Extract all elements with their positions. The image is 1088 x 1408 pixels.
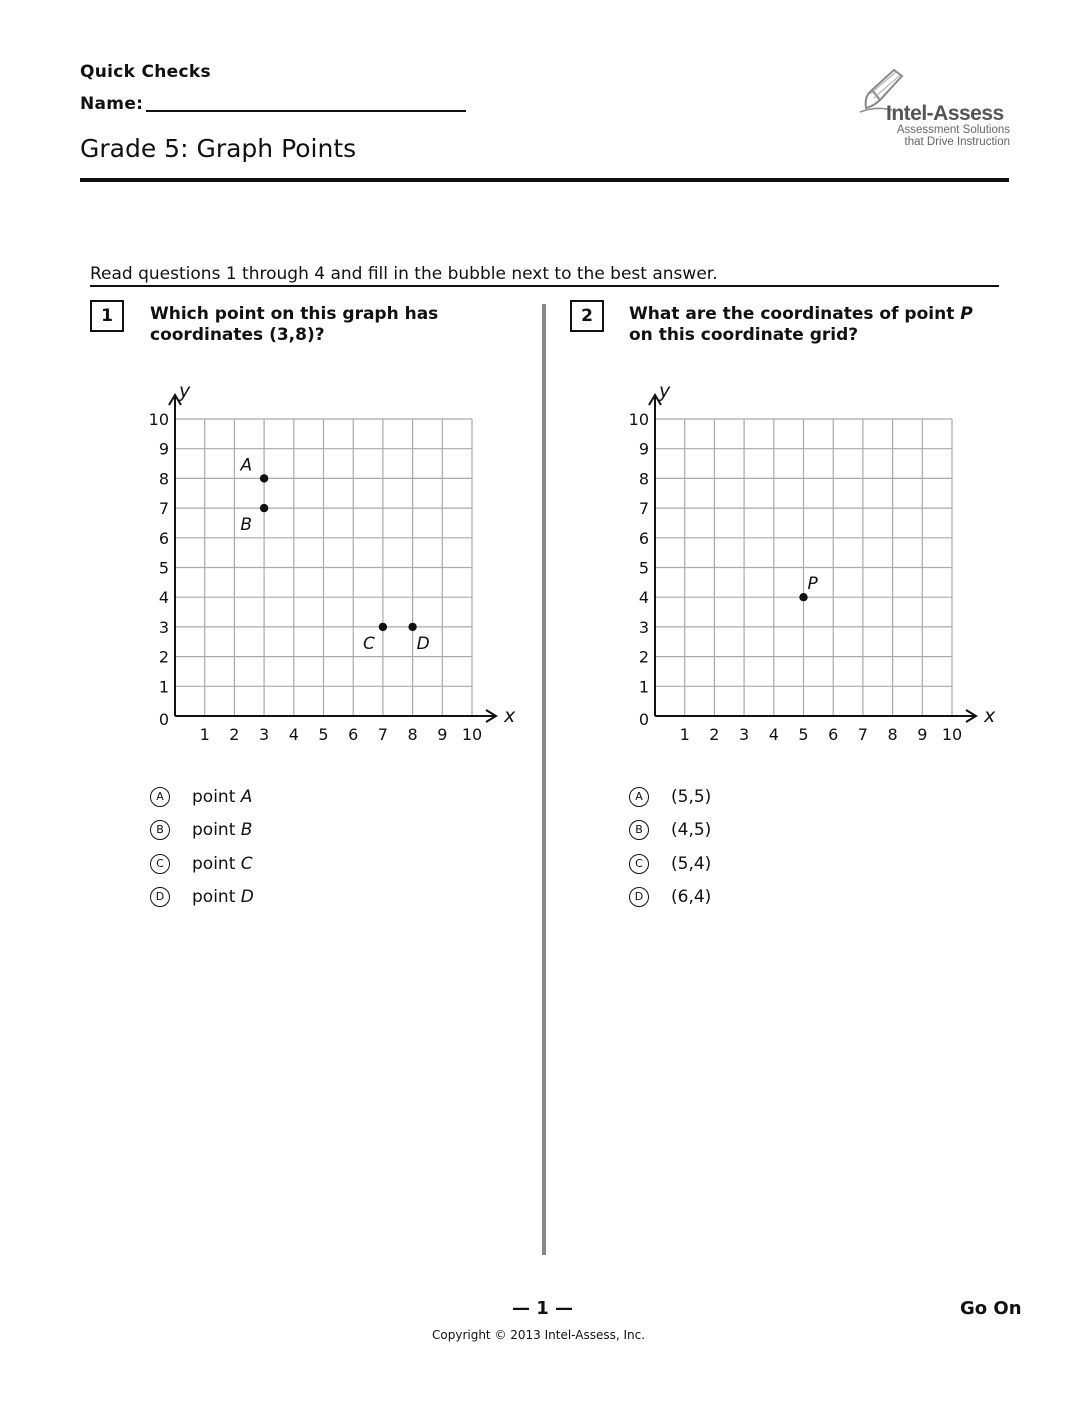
y-tick-label: 8 <box>638 469 649 489</box>
point-label-a: A <box>240 455 253 476</box>
y-axis-label: y <box>179 380 191 402</box>
q1-choice-c-value: C <box>240 854 253 874</box>
q2-choice-b[interactable] <box>629 820 711 840</box>
y-tick-label: 2 <box>158 647 169 667</box>
x-tick-label: 10 <box>941 725 963 744</box>
page-title: Grade 5: Graph Points <box>80 134 357 163</box>
bubble-b[interactable]: B <box>150 820 170 840</box>
q2-choice-d-value: (6,4) <box>671 887 712 907</box>
y-tick-label: 4 <box>158 588 169 608</box>
header-rule <box>80 178 1009 182</box>
bubble-d[interactable]: D <box>150 887 170 907</box>
logo-tagline-1: Assessment Solutions <box>896 124 1010 136</box>
x-tick-label: 5 <box>798 725 809 744</box>
question-number-1: 1 <box>90 300 124 332</box>
y-tick-label: 9 <box>638 439 649 459</box>
point-label-p: P <box>807 574 818 595</box>
q1-choice-a-value: A <box>240 787 253 807</box>
x-axis-label: x <box>504 705 516 727</box>
y-tick-label: 8 <box>158 469 169 489</box>
q2-choice-a[interactable] <box>629 787 711 807</box>
x-tick-label: 10 <box>461 725 483 744</box>
x-tick-label: 1 <box>679 725 690 744</box>
y-tick-label: 9 <box>158 439 169 459</box>
q1-choice-c-prefix: point <box>192 854 241 874</box>
q1-choice-d[interactable] <box>150 887 254 907</box>
go-on-label: Go On <box>960 1298 1022 1319</box>
question-number-2: 2 <box>570 300 604 332</box>
bubble-c[interactable]: C <box>150 854 170 874</box>
question-2-text <box>629 304 1009 346</box>
x-axis-label: x <box>984 705 996 727</box>
y-tick-label: 6 <box>638 528 649 548</box>
bubble-c[interactable]: C <box>629 854 649 874</box>
point-d <box>408 623 416 631</box>
y-tick-label: 1 <box>158 677 169 697</box>
y-axis-label: y <box>659 380 671 402</box>
point-c <box>379 623 387 631</box>
y-tick-label: 3 <box>158 617 169 637</box>
y-tick-label: 0 <box>638 710 649 729</box>
instructions-rule <box>90 285 999 287</box>
bubble-a[interactable]: A <box>150 787 170 807</box>
question-2-line-1: What are the coordinates of point <box>629 304 961 324</box>
column-divider <box>542 304 546 1255</box>
y-tick-label: 2 <box>638 647 649 667</box>
y-tick-label: 6 <box>158 528 169 548</box>
point-p <box>799 593 807 601</box>
y-tick-label: 10 <box>148 410 169 429</box>
x-tick-label: 2 <box>709 725 720 744</box>
x-tick-label: 5 <box>318 725 329 744</box>
q1-choice-a[interactable] <box>150 787 252 807</box>
q2-choice-c[interactable] <box>629 854 711 874</box>
y-tick-label: 10 <box>628 410 649 429</box>
instructions: Read questions 1 through 4 and fill in the bubble next to the best answer. <box>90 264 718 284</box>
question-1-text <box>150 304 530 346</box>
question-2-graph <box>610 370 1010 750</box>
point-a <box>260 474 268 482</box>
x-tick-label: 7 <box>857 725 868 744</box>
y-tick-label: 4 <box>638 588 649 608</box>
q2-choice-c-value: (5,4) <box>671 854 712 874</box>
page-number: — 1 — <box>512 1298 574 1319</box>
q1-choice-a-prefix: point <box>192 787 241 807</box>
q2-choice-d[interactable] <box>629 887 711 907</box>
x-tick-label: 8 <box>887 725 898 744</box>
y-tick-label: 7 <box>638 499 649 519</box>
quick-checks-label: Quick Checks <box>80 62 211 82</box>
x-tick-label: 6 <box>828 725 839 744</box>
name-field-line[interactable] <box>146 110 466 112</box>
bubble-b[interactable]: B <box>629 820 649 840</box>
x-tick-label: 6 <box>348 725 359 744</box>
y-tick-label: 3 <box>638 617 649 637</box>
x-tick-label: 8 <box>407 725 418 744</box>
q1-choice-d-value: D <box>240 887 254 907</box>
y-tick-label: 1 <box>638 677 649 697</box>
question-1-line-1: Which point on this graph has <box>150 304 439 324</box>
q1-choice-b-value: B <box>240 820 253 840</box>
q1-choice-c[interactable] <box>150 854 253 874</box>
q2-choice-b-value: (4,5) <box>671 820 712 840</box>
x-tick-label: 1 <box>199 725 210 744</box>
q1-choice-d-prefix: point <box>192 887 241 907</box>
x-tick-label: 4 <box>768 725 779 744</box>
bubble-a[interactable]: A <box>629 787 649 807</box>
q1-choice-b-prefix: point <box>192 820 241 840</box>
question-1-line-2: coordinates (3,8)? <box>150 325 325 345</box>
point-label-b: B <box>240 515 253 536</box>
name-label: Name: <box>80 94 144 114</box>
q2-choice-a-value: (5,5) <box>671 787 712 807</box>
logo-name: Intel-Assess <box>886 102 1004 125</box>
y-tick-label: 7 <box>158 499 169 519</box>
x-tick-label: 3 <box>739 725 750 744</box>
q1-choice-b[interactable] <box>150 820 252 840</box>
point-b <box>260 504 268 512</box>
logo-tagline-2: that Drive Instruction <box>904 136 1010 148</box>
x-tick-label: 2 <box>229 725 240 744</box>
y-tick-label: 5 <box>638 558 649 578</box>
y-tick-label: 0 <box>158 710 169 729</box>
x-tick-label: 7 <box>377 725 388 744</box>
bubble-d[interactable]: D <box>629 887 649 907</box>
point-label-d: D <box>416 633 430 654</box>
point-label-c: C <box>363 633 375 654</box>
question-1-graph <box>130 370 530 750</box>
y-tick-label: 5 <box>158 558 169 578</box>
x-tick-label: 3 <box>259 725 270 744</box>
x-tick-label: 4 <box>288 725 299 744</box>
intel-assess-logo <box>850 66 1010 150</box>
x-tick-label: 9 <box>437 725 448 744</box>
question-2-point-name: P <box>960 304 973 324</box>
copyright: Copyright © 2013 Intel-Assess, Inc. <box>432 1328 646 1342</box>
question-2-line-2: on this coordinate grid? <box>629 325 859 345</box>
x-tick-label: 9 <box>917 725 928 744</box>
